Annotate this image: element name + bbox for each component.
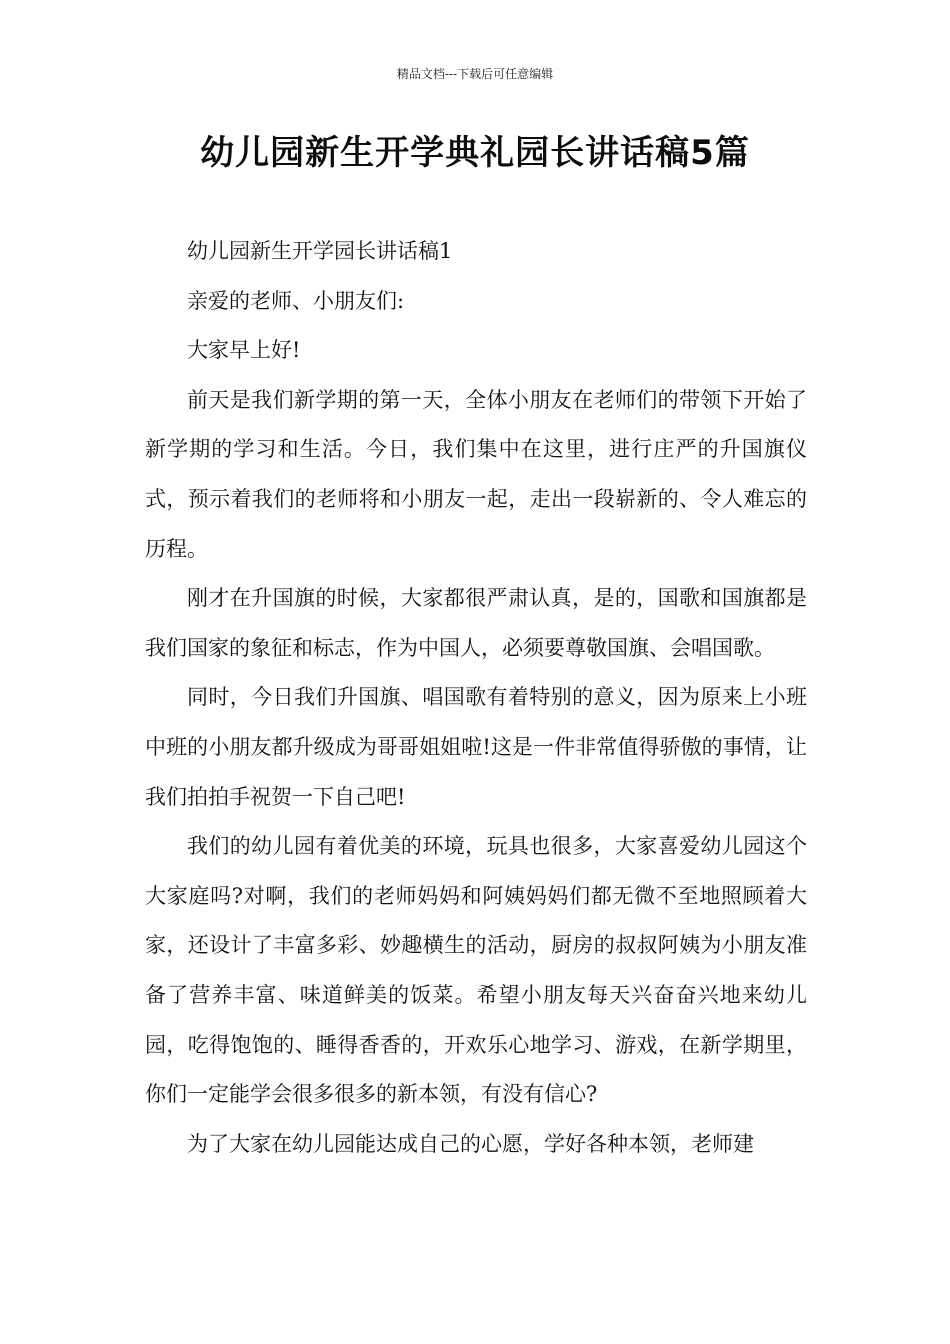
paragraph: 前天是我们新学期的第一天，全体小朋友在老师们的带领下开始了新学期的学习和生活。今日，我们集中在这里，进行庄严的升国旗仪式，预示着我们的老师将和小朋友一起，走出一段崭新的、令人难忘的历程。: [145, 387, 807, 561]
salutation: 亲爱的老师、小朋友们:: [187, 288, 405, 313]
paragraph: 同时，今日我们升国旗、唱国歌有着特别的意义，因为原来上小班中班的小朋友都升级成为哥哥姐姐啦!这是一件非常值得骄傲的事情，让我们拍拍手祝贺一下自己吧!: [145, 685, 807, 809]
document-title: 幼儿园新生开学典礼园长讲话稿5篇: [200, 133, 750, 173]
paragraph: 刚才在升国旗的时候，大家都很严肃认真，是的，国歌和国旗都是我们国家的象征和标志，作为中国人，必须要尊敬国旗、会唱国歌。: [145, 586, 807, 660]
paragraph: 我们的幼儿园有着优美的环境，玩具也很多，大家喜爱幼儿园这个大家庭吗?对啊，我们的老师妈妈和阿姨妈妈们都无微不至地照顾着大家，还设计了丰富多彩、妙趣横生的活动，厨房的叔叔阿姨为小朋友准备了营养丰富、味道鲜美的饭菜。希望小朋友每天兴奋奋兴地来幼儿园，吃得饱饱的、睡得香香的，开欢乐心地学习、游戏，在新学期里，你们一定能学会很多很多的新本领，有没有信心?: [145, 834, 807, 1107]
paragraph: 为了大家在幼儿园能达成自己的心愿，学好各种本领，老师建: [187, 1131, 754, 1156]
header-note: 精品文档---下载后可任意编辑: [396, 67, 554, 81]
greeting: 大家早上好!: [187, 338, 301, 363]
section-heading: 幼儿园新生开学园长讲话稿1: [187, 239, 453, 263]
document-body: [145, 227, 807, 1169]
